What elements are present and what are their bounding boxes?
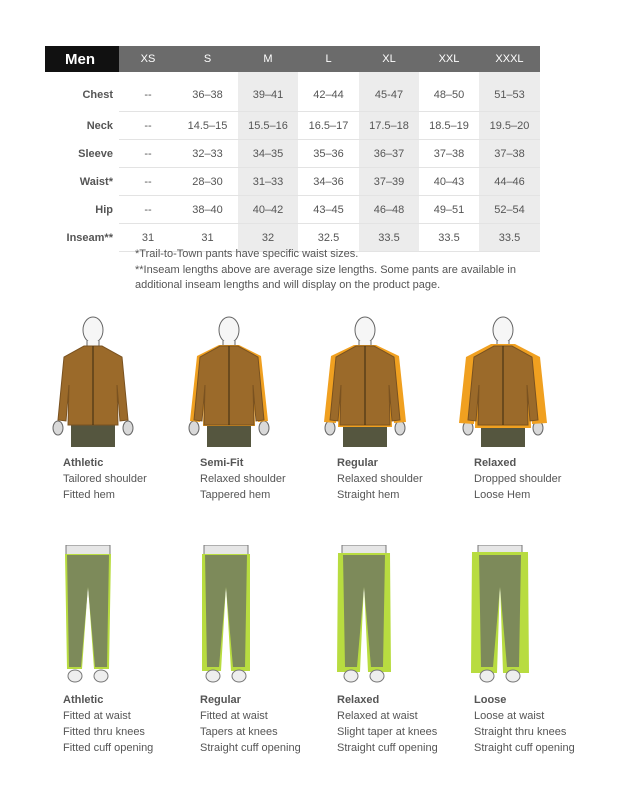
regular-top-figure [320,315,410,450]
fit-detail: Fitted thru knees [63,726,145,738]
size-col-header: XL [359,46,419,72]
fit-title: Regular [337,457,378,469]
athletic-pants-caption [63,692,153,756]
table-cell: 31 [177,224,238,252]
table-cell: 45-47 [359,72,419,112]
table-cell: 34–36 [298,168,359,196]
row-label: Inseam** [66,231,113,244]
table-cell: 38–40 [177,196,238,224]
table-cell: 19.5–20 [479,112,540,140]
table-cell: 37–39 [359,168,419,196]
fit-detail: Loose Hem [474,489,531,501]
fit-title: Relaxed [337,694,380,706]
semi-fit-top-caption [200,455,286,503]
row-label: Waist* [79,175,113,188]
semi-fit-top-figure [184,315,274,450]
table-cell: 42–44 [298,72,359,112]
fit-title: Regular [200,694,241,706]
loose-pants-figure [470,545,530,690]
table-cell: 33.5 [359,224,419,252]
row-label: Hip [95,203,113,216]
table-cell: 48–50 [419,72,479,112]
table-row [45,72,540,112]
row-label: Sleeve [78,147,113,160]
fit-detail: Slight taper at knees [337,726,438,738]
note-waist: *Trail-to-Town pants have specific waist sizes. [135,248,359,260]
table-cell: 15.5–16 [238,112,298,140]
table-cell: 52–54 [479,196,540,224]
table-cell: 16.5–17 [298,112,359,140]
fit-detail: Straight hem [337,489,400,501]
fit-detail: Fitted cuff opening [63,742,154,754]
fit-detail: Straight thru knees [474,726,567,738]
fit-title: Semi-Fit [200,457,244,469]
table-cell: 51–53 [479,72,540,112]
fit-detail: Tappered hem [200,489,271,501]
size-col-header: L [298,46,359,72]
fit-detail: Tailored shoulder [63,473,147,485]
table-cell: -- [119,196,177,224]
size-notes [135,247,555,294]
table-cell: 33.5 [479,224,540,252]
fit-detail: Fitted at waist [63,710,131,722]
relaxed-pants-figure [334,545,394,690]
table-cell: 39–41 [238,72,298,112]
fit-detail: Fitted at waist [200,710,268,722]
table-cell: 31–33 [238,168,298,196]
fit-detail: Tapers at knees [200,726,278,738]
note-inseam: **Inseam lengths above are average size lengths. Some pants are available in additional inseam lengths and will display on the product page. [135,263,516,291]
table-cell: 17.5–18 [359,112,419,140]
table-cell: 40–42 [238,196,298,224]
table-cell: 31 [119,224,177,252]
table-row [45,196,540,224]
table-header-label: Men [45,46,119,72]
table-cell: 36–38 [177,72,238,112]
size-col-header: S [177,46,238,72]
athletic-top-figure [48,315,138,450]
size-col-header: XS [119,46,177,72]
fit-title: Athletic [63,694,104,706]
fit-detail: Straight cuff opening [474,742,575,754]
table-cell: 33.5 [419,224,479,252]
table-cell: 28–30 [177,168,238,196]
table-cell: -- [119,168,177,196]
table-cell: 43–45 [298,196,359,224]
fit-detail: Fitted hem [63,489,115,501]
regular-pants-figure [196,545,256,690]
relaxed-top-caption [474,455,561,503]
table-row [45,168,540,196]
fit-detail: Straight cuff opening [337,742,438,754]
table-cell: -- [119,140,177,168]
table-row [45,112,540,140]
regular-pants-caption [200,692,301,756]
size-col-header: XXXL [479,46,540,72]
table-cell: 37–38 [419,140,479,168]
relaxed-pants-caption [337,692,438,756]
table-cell: 46–48 [359,196,419,224]
fit-title: Loose [474,694,507,706]
fit-detail: Straight cuff opening [200,742,301,754]
fit-detail: Relaxed shoulder [200,473,286,485]
size-chart-table [45,46,540,252]
row-label: Chest [82,88,113,101]
table-cell: 35–36 [298,140,359,168]
table-cell: 32.5 [298,224,359,252]
fit-title: Athletic [63,457,104,469]
fit-detail: Relaxed shoulder [337,473,423,485]
fit-detail: Dropped shoulder [474,473,562,485]
size-col-header: XXL [419,46,479,72]
table-cell: 32 [238,224,298,252]
fit-detail: Relaxed at waist [337,710,418,722]
fit-title: Relaxed [474,457,517,469]
table-cell: 44–46 [479,168,540,196]
fit-detail: Loose at waist [474,710,545,722]
table-cell: 40–43 [419,168,479,196]
table-cell: 32–33 [177,140,238,168]
table-row [45,140,540,168]
table-cell: 36–37 [359,140,419,168]
size-header-row [45,46,540,72]
relaxed-top-figure [458,315,548,450]
size-col-header: M [238,46,298,72]
table-cell: -- [119,112,177,140]
table-cell: -- [119,72,177,112]
table-cell: 18.5–19 [419,112,479,140]
athletic-pants-figure [58,545,118,690]
loose-pants-caption [474,692,575,756]
row-label: Neck [86,119,113,132]
table-cell: 49–51 [419,196,479,224]
athletic-top-caption [63,455,147,503]
regular-top-caption [337,455,423,503]
table-cell: 37–38 [479,140,540,168]
table-cell: 14.5–15 [177,112,238,140]
table-cell: 34–35 [238,140,298,168]
